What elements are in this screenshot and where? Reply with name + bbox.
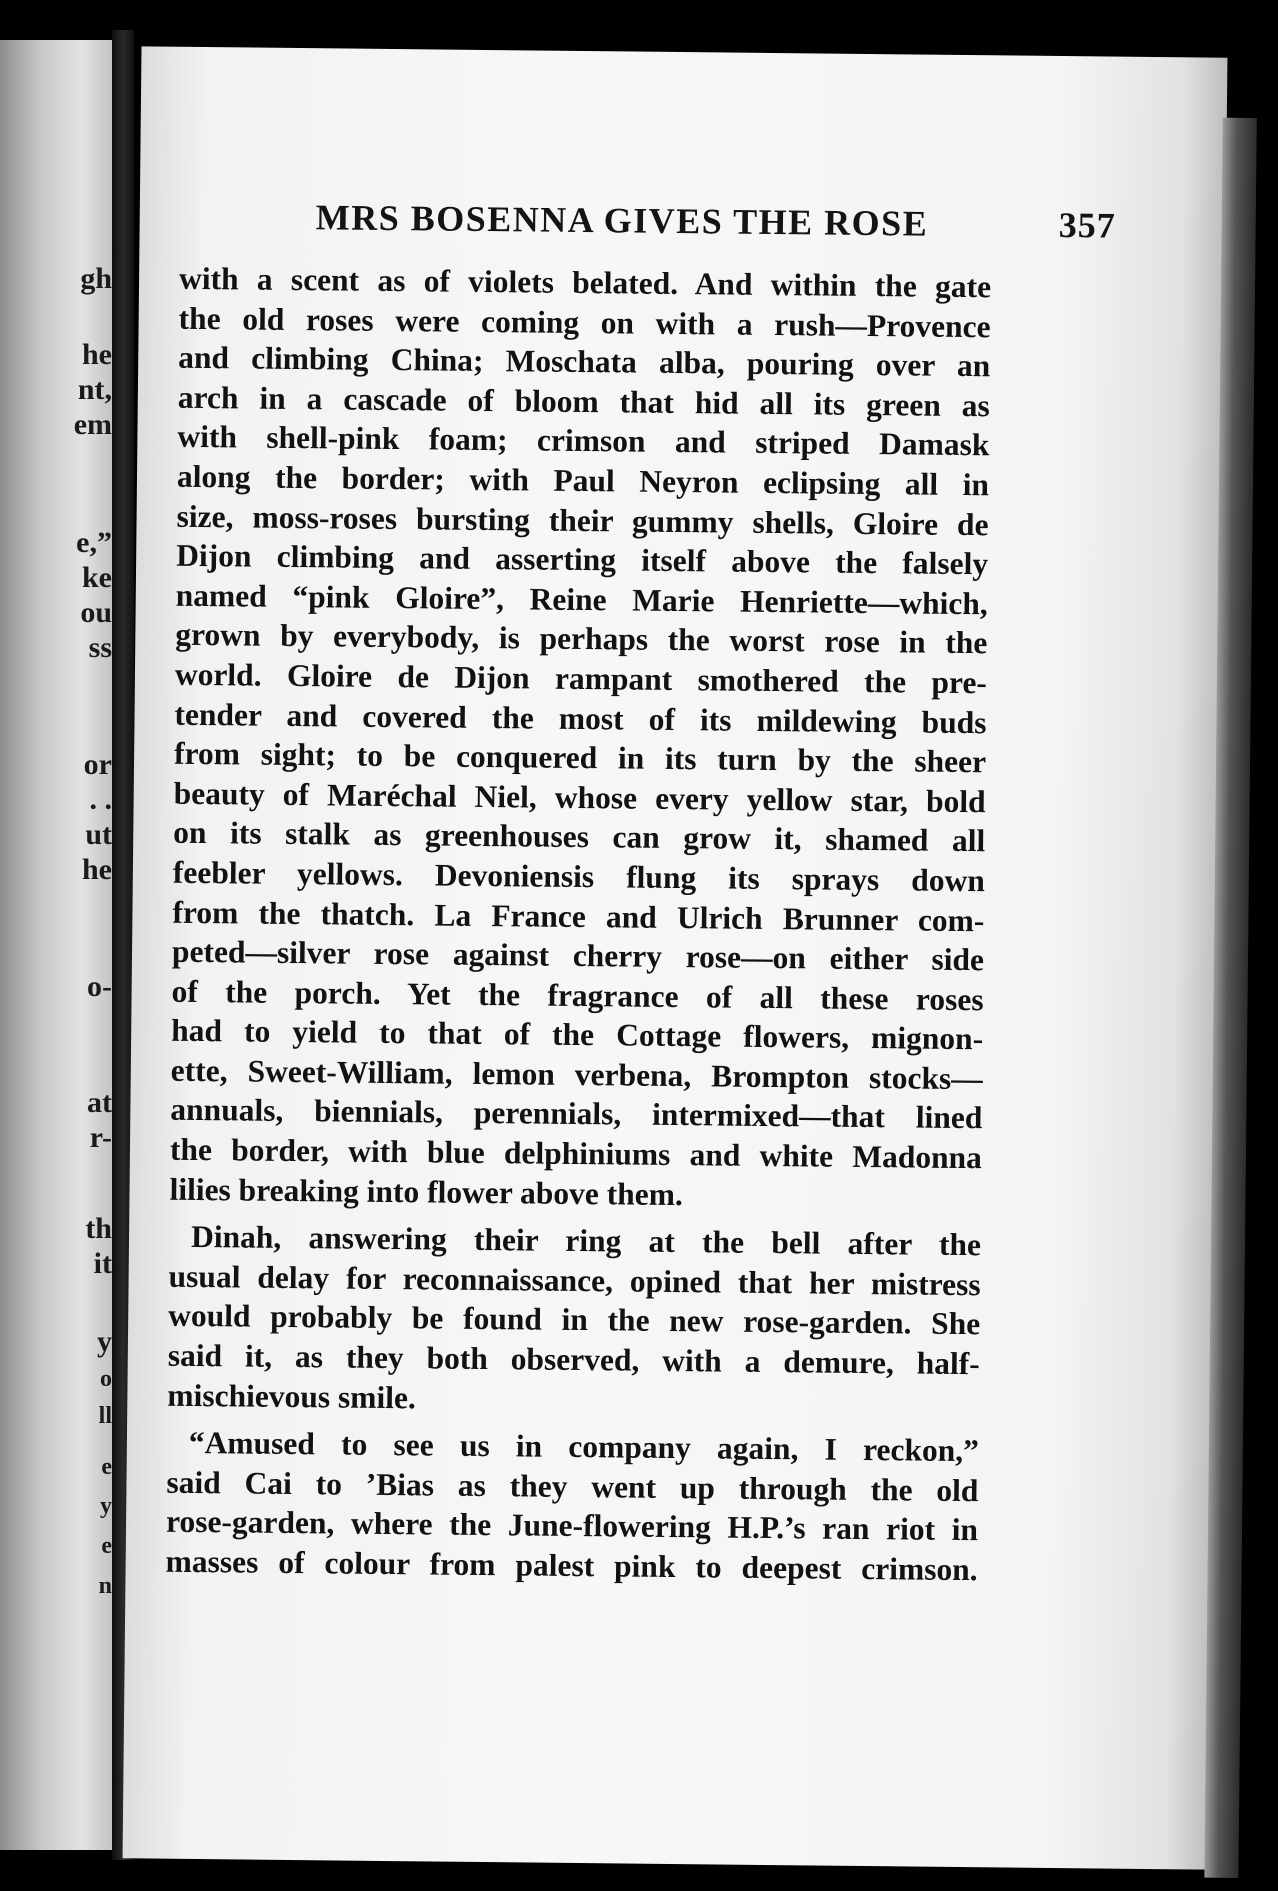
fragment-line: he [82,853,112,886]
text-line: “Amused to see us in company again, I reckon,” [188,1425,980,1469]
fragment-line: ll [98,1403,112,1429]
fragment-line: ke [82,561,112,594]
fragment-line: nt, [77,373,112,406]
text-line: Dijon climbing and asserting itself above the falsely [176,537,989,582]
fragment-line: r- [89,1121,112,1154]
text-line: arch in a cascade of bloom that hid all its green as [177,379,990,424]
text-line: Dinah, answering their ring at the bell after the [190,1219,982,1263]
fragment-line: em [73,408,112,441]
fragment-line: or [83,748,112,781]
text-line: feebler yellows. Devoniensis flung its sprays down [172,854,986,899]
text-line: had to yield to that of the Cottage flowers, mignon- [171,1013,984,1057]
fragment-line: th [85,1212,112,1245]
fragment-line: e [101,1454,112,1480]
text-line: peted—silver rose against cherry rose—on either side [171,933,985,978]
fragment-line: he [82,338,112,371]
paragraph [169,259,991,1218]
text-line: the border, with blue delphiniums and white Madonna [169,1131,983,1176]
text-line: usual delay for reconnaissance, opined that her mistress [168,1258,981,1303]
fragment-line: e,” [76,526,112,559]
text-line: grown by everybody, is perhaps the worst rose in the [175,617,988,661]
fragment-line: at [87,1086,112,1119]
page-number: 357 [1058,204,1116,246]
text-line: rose-garden, where the June-flowering H.P.’s ran riot in [165,1504,979,1548]
text-line: from sight; to be conquered in its turn by the sheer [173,735,987,780]
running-head [316,196,1116,246]
text-line: along the border; with Paul Neyron eclipsing all in [176,458,990,503]
text-line: lilies breaking into flower above them. [169,1171,684,1212]
text-line: on its stalk as greenhouses can grow it, shamed all [173,815,986,859]
fragment-line: ut [85,818,112,851]
text-line: of the porch. Yet the fragrance of all these roses [171,973,984,1017]
text-line: mischievous smile. [167,1377,417,1415]
text-line: ette, Sweet-William, lemon verbena, Brompton stocks— [170,1052,983,1097]
fragment-line: y [100,1493,112,1519]
text-line: would probably be found in the new rose-garden. She [168,1298,981,1342]
fragment-line: y [97,1325,112,1358]
text-line: with a scent as of violets belated. And within the gate [178,260,992,305]
facing-page [0,40,118,1850]
text-line: with shell-pink foam; crimson and striped Damask [177,419,990,463]
fragment-line: ou [80,596,112,629]
text-line: said Cai to ’Bias as they went up through the old [166,1464,979,1509]
paragraph [167,1217,981,1423]
fragment-line: . . [89,783,112,816]
text-line: and climbing China; Moschata alba, pouring over an [178,339,991,384]
text-line: from the thatch. La France and Ulrich Brunner com- [172,894,985,938]
text-line: the old roses were coming on with a rush—Provence [178,300,991,344]
text-line: tender and covered the most of its mildewing buds [174,696,987,740]
fragment-line: o- [87,970,112,1003]
fragment-line: e [101,1533,112,1559]
body-text [165,259,991,1590]
text-line: world. Gloire de Dijon rampant smothered the pre- [174,656,988,701]
text-line: beauty of Maréchal Niel, whose every yellow star, bold [173,775,986,819]
fragment-line: n [98,1573,112,1599]
book-page [123,46,1228,1869]
text-line: annuals, biennials, perennials, intermixed—that lined [170,1092,983,1136]
page-edge [1204,118,1256,1878]
fragment-line: o [100,1366,112,1392]
text-line: masses of colour from palest pink to deepest crimson. [165,1543,978,1588]
running-head-title: MRS BOSENNA GIVES THE ROSE [315,197,929,244]
text-line: size, moss-roses bursting their gummy shells, Gloire de [176,498,989,542]
paragraph [165,1423,979,1590]
text-line: said it, as they both observed, with a demure, half- [167,1337,980,1382]
fragment-line: gh [80,262,112,295]
text-line: named “pink Gloire”, Reine Marie Henriette—which, [175,577,988,622]
fragment-line: it [93,1247,112,1280]
fragment-line: ss [88,631,112,664]
